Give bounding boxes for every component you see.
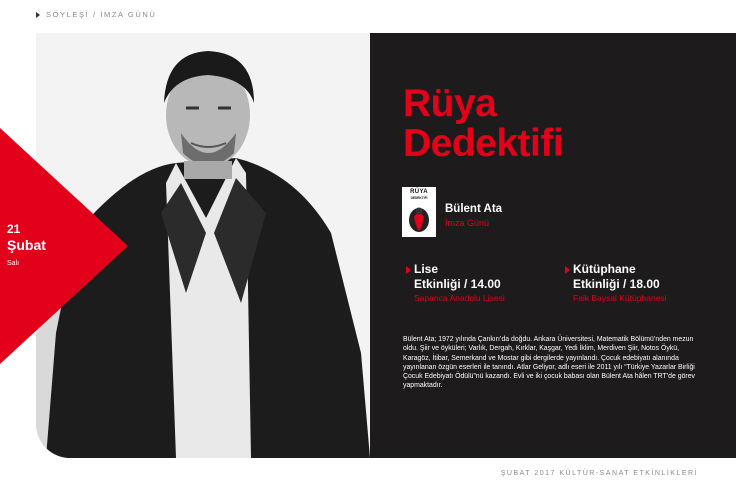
event-school-location: Sapanca Anadolu Lisesi	[414, 293, 505, 303]
date-day: 21	[7, 222, 21, 236]
date-month: Şubat	[7, 237, 46, 253]
event-library-location: Faik Baysal Kütüphanesi	[573, 293, 667, 303]
author-event-type: İmza Günü	[445, 218, 490, 228]
event-title	[403, 84, 563, 164]
event-title-line2: Dedektifi	[403, 122, 564, 165]
event-library-line2: Etkinliği / 18.00	[573, 277, 660, 291]
breadcrumb-label: SÖYLEŞİ / İMZA GÜNÜ	[46, 10, 157, 19]
bullet-arrow-icon	[406, 266, 411, 274]
breadcrumb	[36, 10, 156, 19]
event-school-line1: Lise	[414, 262, 439, 276]
event-title-line1: Rüya	[403, 82, 497, 125]
play-arrow-icon	[36, 12, 40, 18]
event-school	[414, 262, 505, 303]
event-school-line2: Etkinliği / 14.00	[414, 277, 501, 291]
footer-caption: ŞUBAT 2017 KÜLTÜR-SANAT ETKİNLİKLERİ	[500, 470, 698, 477]
bullet-arrow-icon	[565, 266, 570, 274]
book-cover	[402, 187, 436, 237]
author-name: Bülent Ata	[445, 203, 503, 215]
book-cover-art-icon	[402, 187, 436, 237]
book-cover-subtitle: DEDEKTİFİ	[410, 196, 428, 200]
book-cover-title: RÜYA	[410, 189, 428, 195]
event-library-line1: Kütüphane	[573, 262, 636, 276]
date-weekday: Salı	[7, 260, 20, 267]
event-library	[573, 262, 667, 303]
author-bio: Bülent Ata; 1972 yılında Çankırı’da doğdu. Ankara Üniversitesi, Matematik Bölümü’nden mezun oldu. Şiir ve öyküleri; Varlık, Dergah, Kırklar, Kaşgar, Yedi İklim, Merdiven Şiir, Notos Öykü, Karagöz, İtibar, Semerkand ve Mostar gibi dergilerde yayınlandı. Çocuk edebiyatı alanında yayınlanan özgün eserleri ile tanındı. Atlar Geliyor, adlı eseri ile 2011 yılı “Türkiye Yazarlar Birliği Çocuk Edebiyatı Ödülü”nü kazandı. Evli ve iki çocuk babası olan Bülent Ata hâlen TRT’de görev yapmaktadır.	[403, 336, 696, 390]
